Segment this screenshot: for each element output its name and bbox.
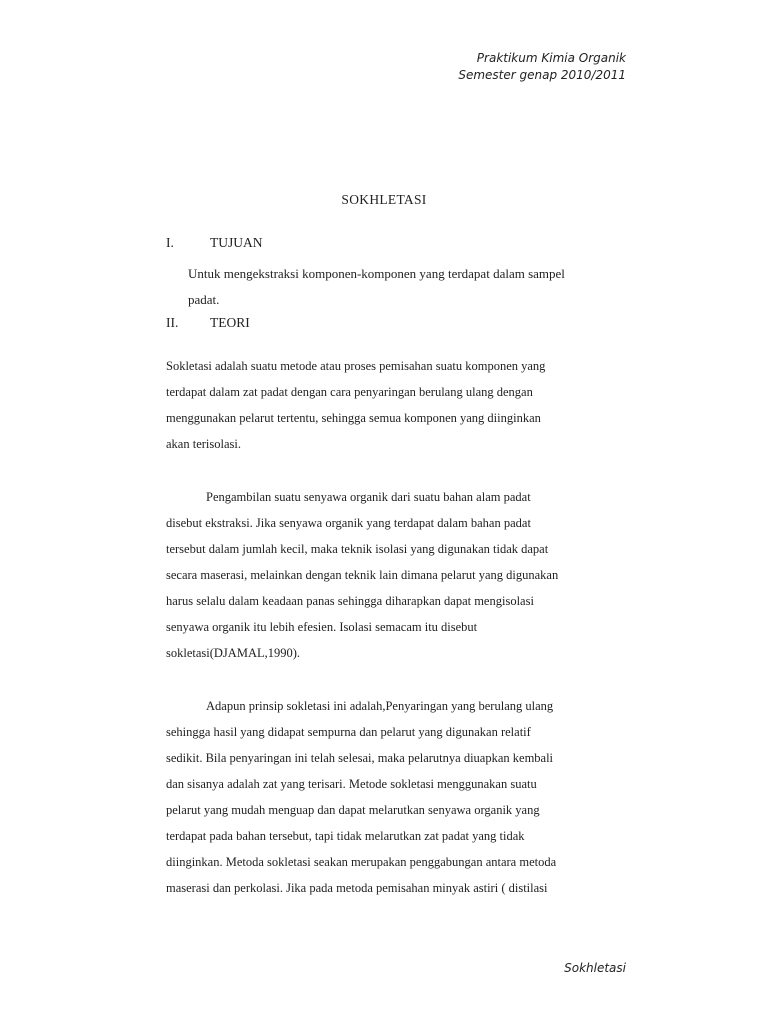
paragraph-line: menggunakan pelarut tertentu, sehingga semua komponen yang diinginkan <box>166 411 541 425</box>
paragraph-line: terdapat pada bahan tersebut, tapi tidak melarutkan zat padat yang tidak <box>166 829 525 843</box>
document-title: SOKHLETASI <box>341 192 427 207</box>
paragraph-line: secara maserasi, melainkan dengan teknik lain dimana pelarut yang digunakan <box>166 568 559 582</box>
purpose-line: padat. <box>188 292 220 307</box>
paragraph-extraction <box>166 484 622 666</box>
section-number: I. <box>166 235 174 250</box>
paragraph-line: diinginkan. Metoda sokletasi seakan merupakan penggabungan antara metoda <box>166 855 557 869</box>
section-heading-tujuan <box>166 235 263 251</box>
header-course: Praktikum Kimia Organik <box>476 51 626 65</box>
paragraph-line: sehingga hasil yang didapat sempurna dan pelarut yang digunakan relatif <box>166 725 531 739</box>
paragraph-line: disebut ekstraksi. Jika senyawa organik yang terdapat dalam bahan padat <box>166 516 531 530</box>
paragraph-line: tersebut dalam jumlah kecil, maka teknik isolasi yang digunakan tidak dapat <box>166 542 549 556</box>
purpose-text <box>188 261 628 313</box>
header-semester: Semester genap 2010/2011 <box>458 68 626 82</box>
paragraph-line: Sokletasi adalah suatu metode atau proses pemisahan suatu komponen yang <box>166 359 546 373</box>
section-heading-teori <box>166 315 250 331</box>
paragraph-line: sokletasi(DJAMAL,1990). <box>166 646 301 660</box>
page-header <box>458 50 626 84</box>
paragraph-line: akan terisolasi. <box>166 437 241 451</box>
paragraph-line: Adapun prinsip sokletasi ini adalah,Penyaringan yang berulang ulang <box>206 699 554 713</box>
paragraph-principle <box>166 693 622 901</box>
page-footer: Sokhletasi <box>564 961 626 975</box>
purpose-line: Untuk mengekstraksi komponen-komponen yang terdapat dalam sampel <box>188 266 565 281</box>
paragraph-line: sedikit. Bila penyaringan ini telah selesai, maka pelarutnya diuapkan kembali <box>166 751 554 765</box>
paragraph-line: terdapat dalam zat padat dengan cara penyaringan berulang ulang dengan <box>166 385 533 399</box>
paragraph-definition <box>166 353 622 457</box>
paragraph-line: harus selalu dalam keadaan panas sehingga diharapkan dapat mengisolasi <box>166 594 534 608</box>
section-number: II. <box>166 315 179 330</box>
paragraph-line: dan sisanya adalah zat yang terisari. Metode sokletasi menggunakan suatu <box>166 777 537 791</box>
paragraph-line: Pengambilan suatu senyawa organik dari suatu bahan alam padat <box>206 490 531 504</box>
paragraph-line: maserasi dan perkolasi. Jika pada metoda pemisahan minyak astiri ( distilasi <box>166 881 548 895</box>
section-title: TEORI <box>210 315 250 330</box>
section-title: TUJUAN <box>210 235 263 250</box>
paragraph-line: senyawa organik itu lebih efesien. Isolasi semacam itu disebut <box>166 620 478 634</box>
paragraph-line: pelarut yang mudah menguap dan dapat melarutkan senyawa organik yang <box>166 803 540 817</box>
